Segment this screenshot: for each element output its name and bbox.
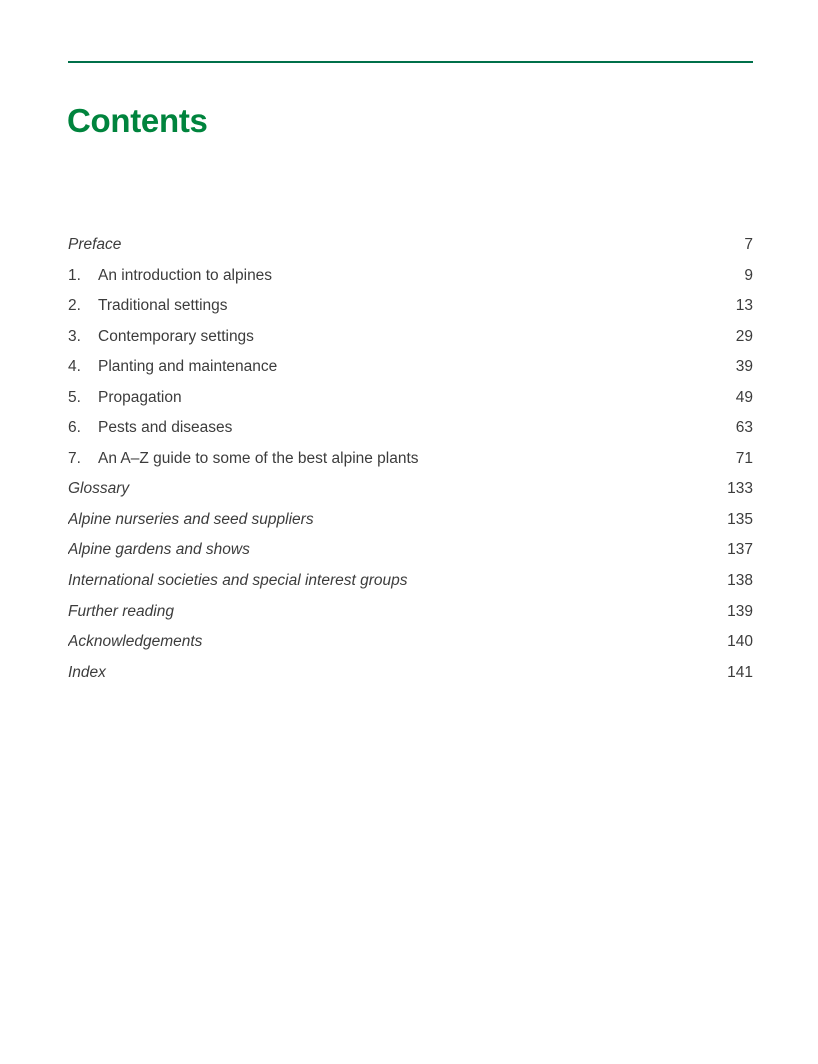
toc-entry-label: Preface xyxy=(68,236,122,253)
toc-row xyxy=(68,658,753,689)
toc-entry-page: 133 xyxy=(727,480,753,498)
toc-row xyxy=(68,261,753,292)
toc-entry-label: Index xyxy=(68,663,106,681)
toc-entry-number: 4. xyxy=(68,358,81,376)
toc-entry-number: 7. xyxy=(68,449,81,467)
toc-row xyxy=(68,322,753,353)
toc-entry-label: International societies and special interest groups xyxy=(68,572,408,590)
toc-entry-page: 29 xyxy=(735,327,753,345)
toc-entry-page: 9 xyxy=(744,266,753,284)
toc-row xyxy=(68,505,753,536)
toc-row xyxy=(68,566,753,597)
toc-row xyxy=(68,352,753,383)
toc-row xyxy=(68,230,753,261)
toc-entry-page: 13 xyxy=(735,297,753,315)
toc-entry-page: 71 xyxy=(735,449,753,467)
page-title: Contents xyxy=(67,102,208,139)
toc-entry-page: 141 xyxy=(727,663,753,681)
toc-entry-page: 139 xyxy=(727,602,753,620)
toc-entry-label: Contemporary settings xyxy=(98,327,254,345)
toc-row xyxy=(68,597,753,628)
toc-entry-number: 6. xyxy=(68,419,81,437)
toc-entry-number: 3. xyxy=(68,327,81,345)
toc-entry-label: An introduction to alpines xyxy=(98,266,273,284)
toc-row xyxy=(68,627,753,658)
toc-entry-page: 49 xyxy=(735,388,753,406)
toc-entry-label: Alpine nurseries and seed suppliers xyxy=(68,510,314,528)
toc-entry-page: 137 xyxy=(727,541,753,559)
toc-entry-page: 138 xyxy=(727,572,753,590)
toc-row xyxy=(68,474,753,505)
toc-entry-label: Traditional settings xyxy=(98,297,228,315)
toc-row xyxy=(68,444,753,475)
toc-entry-page: 135 xyxy=(727,510,753,528)
toc-entry-page: 7 xyxy=(744,236,753,253)
toc-row xyxy=(68,383,753,414)
toc-entry-page: 39 xyxy=(735,358,753,376)
toc-entry-number: 5. xyxy=(68,388,81,406)
top-rule xyxy=(68,61,753,63)
toc-row xyxy=(68,291,753,322)
toc-row xyxy=(68,413,753,444)
toc-entry-number: 1. xyxy=(68,266,81,284)
toc-entry-label: Further reading xyxy=(68,602,174,620)
toc-entry-label: Acknowledgements xyxy=(68,633,203,651)
toc-entry-label: Glossary xyxy=(68,480,130,498)
toc-entry-page: 140 xyxy=(727,633,753,651)
toc-entry-page: 63 xyxy=(735,419,753,437)
toc-list xyxy=(68,230,753,688)
toc-entry-label: Alpine gardens and shows xyxy=(68,541,250,559)
toc-entry-label: An A–Z guide to some of the best alpine plants xyxy=(98,449,419,467)
toc-entry-label: Pests and diseases xyxy=(98,419,233,437)
toc-row xyxy=(68,535,753,566)
toc-entry-number: 2. xyxy=(68,297,81,315)
toc-entry-label: Propagation xyxy=(98,388,182,406)
toc-entry-label: Planting and maintenance xyxy=(98,358,278,376)
